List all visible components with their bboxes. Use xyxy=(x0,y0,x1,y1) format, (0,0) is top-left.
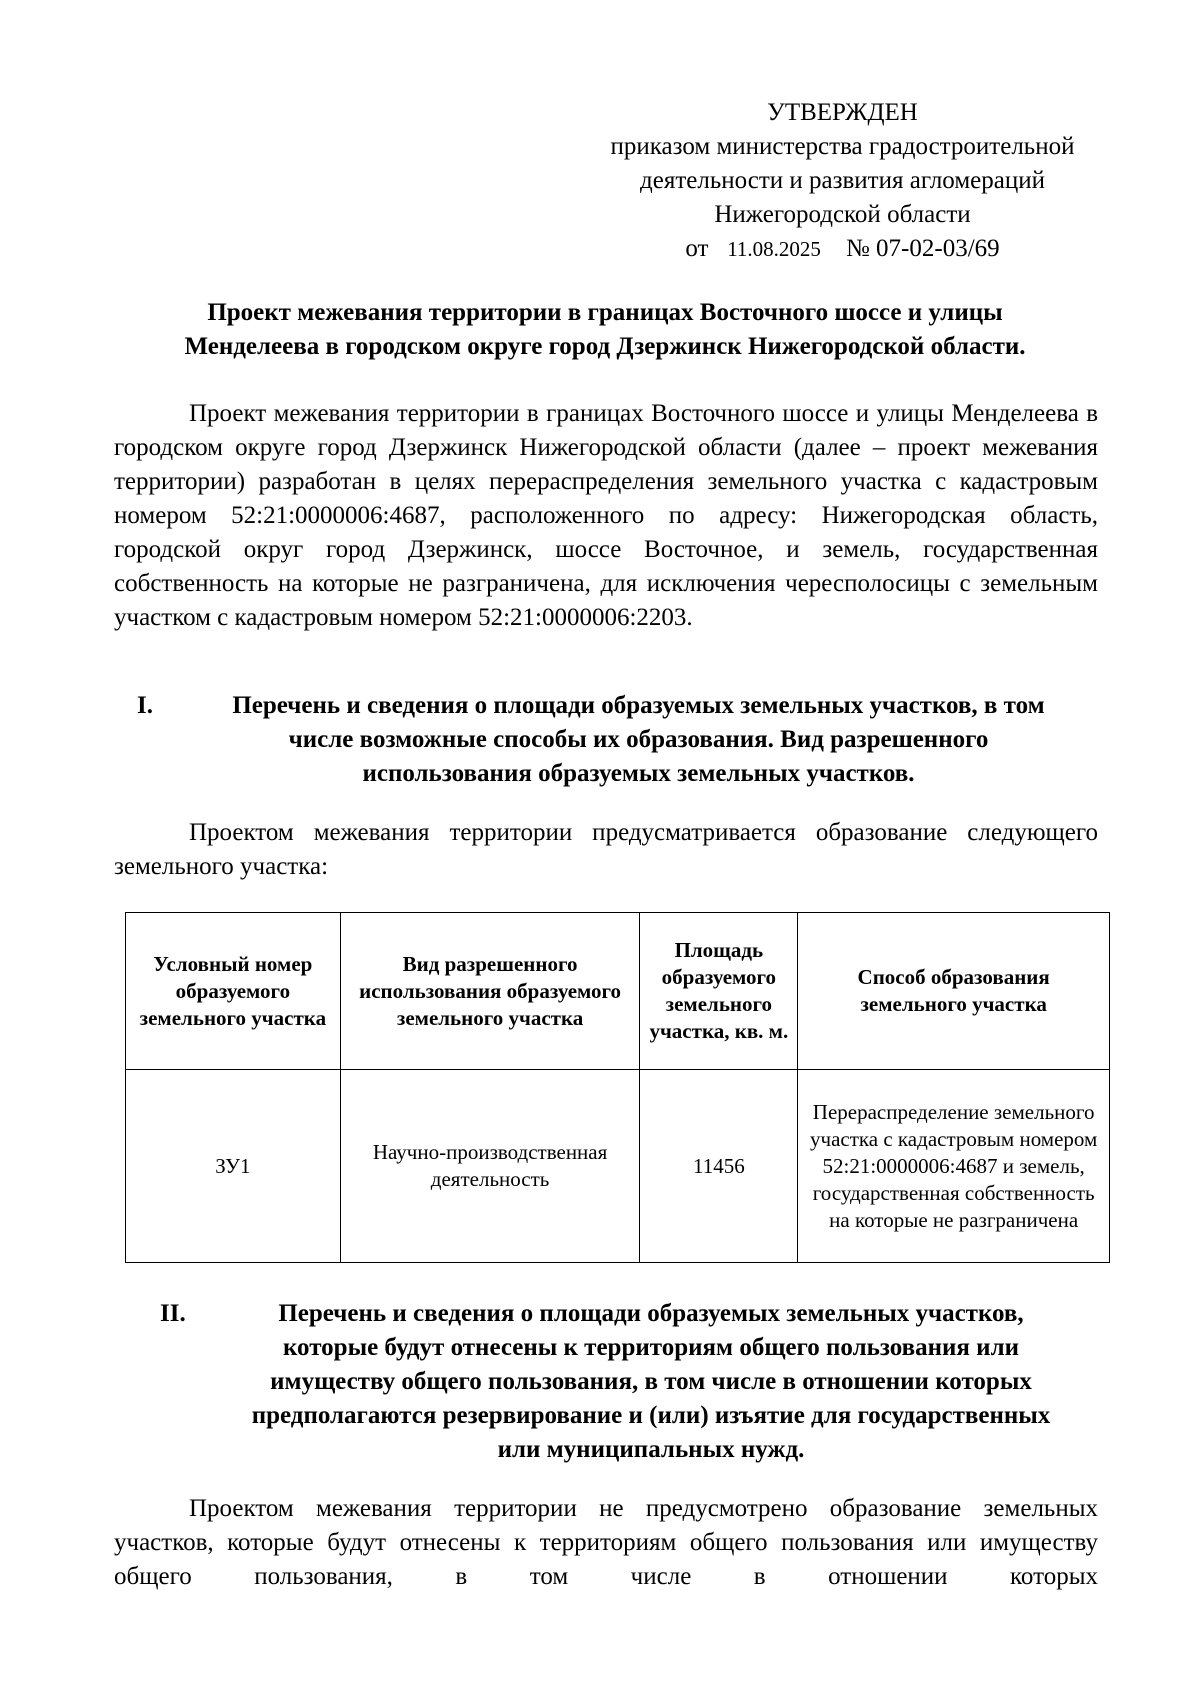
section-2-title xyxy=(202,1297,1100,1467)
section-1-title-line-3: использования образуемых земельных участков. xyxy=(362,760,915,787)
table-row xyxy=(126,1070,1110,1263)
cell-parcel-number: ЗУ1 xyxy=(126,1070,341,1263)
section-1-number: I. xyxy=(137,692,153,719)
table-header-row xyxy=(126,913,1110,1070)
section-2-heading xyxy=(160,1297,1100,1467)
header-permitted-use: Вид разрешенного использования образуемого земельного участка xyxy=(340,913,640,1070)
section-2-number: II. xyxy=(160,1300,186,1327)
header-parcel-number: Условный номер образуемого земельного участка xyxy=(126,913,341,1070)
section-1-title-line-2: числе возможные способы их образования. Вид разрешенного xyxy=(288,726,989,753)
cell-permitted-use: Научно-производственная деятельность xyxy=(340,1070,640,1263)
section-2-title-line-5: или муниципальных нужд. xyxy=(497,1436,805,1463)
section-2-title-line-2: которые будут отнесены к территориям общего пользования или xyxy=(282,1334,1020,1361)
cell-formation-method: Перераспределение земельного участка с кадастровым номером 52:21:0000006:4687 и земель, государственная собственность на которые не разграничена xyxy=(798,1070,1110,1263)
document-title-line-2: Менделеева в городском округе город Дзержинск Нижегородской области. xyxy=(184,333,1026,360)
section-2-title-line-4: предполагаются резервирование и (или) изъятие для государственных xyxy=(251,1402,1051,1429)
document-title-line-1: Проект межевания территории в границах Восточного шоссе и улицы xyxy=(207,299,1003,326)
section-1-title-line-1: Перечень и сведения о площади образуемых земельных участков, в том xyxy=(232,692,1045,719)
approval-stamp xyxy=(555,96,1130,266)
approval-date: 11.08.2025 xyxy=(727,237,821,261)
approval-line-2: деятельности и развития агломераций xyxy=(640,167,1045,194)
approval-date-prefix: от xyxy=(685,235,709,262)
header-area: Площадь образуемого земельного участка, кв. м. xyxy=(640,913,798,1070)
section-1-title xyxy=(177,689,1100,791)
section-1-paragraph: Проектом межевания территории предусматривается образование следующего земельного участка: xyxy=(114,819,1098,880)
parcels-table xyxy=(125,912,1110,1263)
section-2-paragraph: Проектом межевания территории не предусмотрено образование земельных участков, которые будут отнесены к территориям общего пользования или имуществу общего пользования, в том числе в отношении которых xyxy=(114,1495,1098,1590)
approval-title: УТВЕРЖДЕН xyxy=(767,99,918,126)
approval-line-1: приказом министерства градостроительной xyxy=(610,133,1075,160)
approval-number: № 07-02-03/69 xyxy=(845,235,1000,262)
section-1-heading xyxy=(137,689,1100,791)
section-2-title-line-1: Перечень и сведения о площади образуемых земельных участков, xyxy=(278,1300,1024,1327)
intro-paragraph: Проект межевания территории в границах Восточного шоссе и улицы Менделеева в городском округе город Дзержинск Нижегородской области (далее – проект межевания территории) разработан в целях перераспределения земельного участка с кадастровым номером 52:21:0000006:4687, расположенного по адресу: Нижегородская область, городской округ город Дзержинск, шоссе Восточное, и земель, государственная собственность на которые не разграничена, для исключения чересполосицы с земельным участком с кадастровым номером 52:21:0000006:2203. xyxy=(114,400,1098,631)
approval-date-line xyxy=(555,232,1130,266)
section-2-title-line-3: имуществу общего пользования, в том числе в отношении которых xyxy=(270,1368,1032,1395)
document-title xyxy=(110,296,1100,364)
cell-area: 11456 xyxy=(640,1070,798,1263)
header-formation-method: Способ образования земельного участка xyxy=(798,913,1110,1070)
approval-line-3: Нижегородской области xyxy=(714,201,971,228)
